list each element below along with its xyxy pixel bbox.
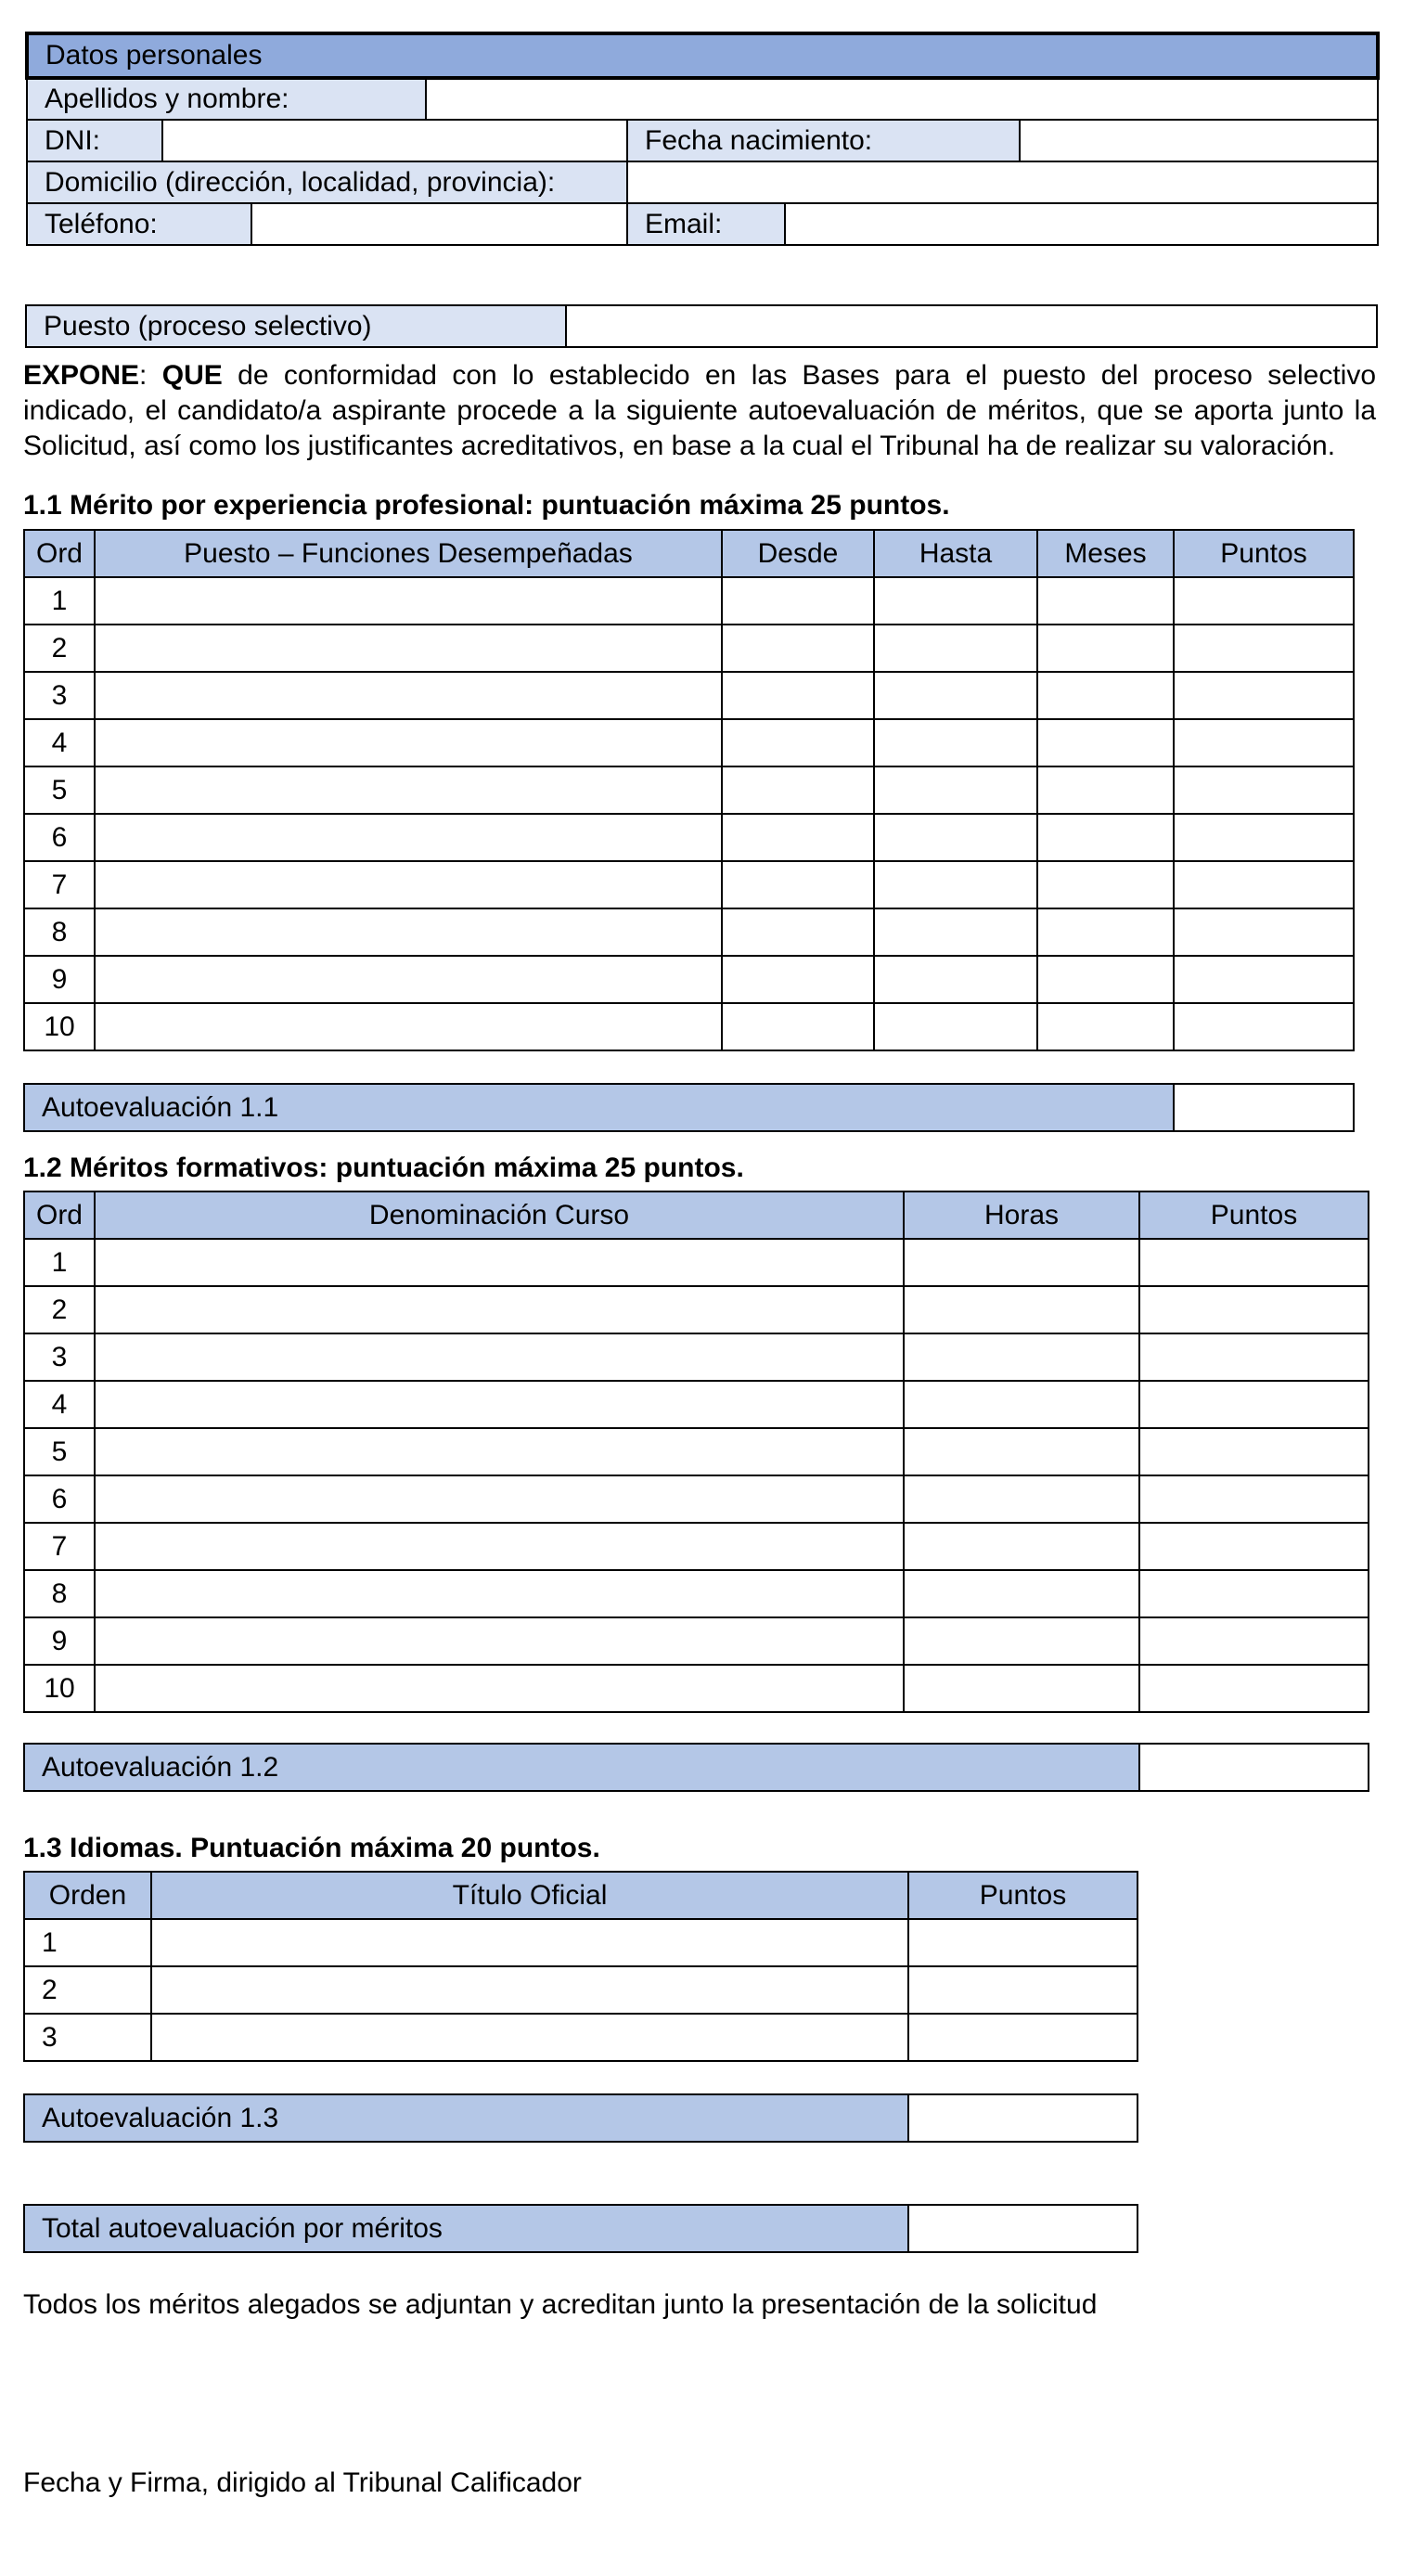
row-number: 1 bbox=[24, 577, 95, 625]
cell-puntos[interactable] bbox=[1139, 1239, 1369, 1286]
cell-puntos[interactable] bbox=[1139, 1617, 1369, 1665]
cell-meses[interactable] bbox=[1037, 672, 1174, 719]
col-hasta: Hasta bbox=[874, 530, 1037, 577]
table-header-row bbox=[24, 1191, 1369, 1239]
cell-puntos[interactable] bbox=[1139, 1665, 1369, 1712]
total-table bbox=[23, 2204, 1138, 2253]
cell-hasta[interactable] bbox=[874, 577, 1037, 625]
row-number: 1 bbox=[24, 1239, 95, 1286]
firma-text: Fecha y Firma, dirigido al Tribunal Calificador bbox=[23, 2467, 582, 2498]
section-1-2-title: 1.2 Méritos formativos: puntuación máxima 25 puntos. bbox=[23, 1153, 744, 1183]
cell-meses[interactable] bbox=[1037, 577, 1174, 625]
cell-puntos[interactable] bbox=[1139, 1475, 1369, 1523]
table-row bbox=[24, 766, 1354, 814]
cell-horas[interactable] bbox=[904, 1665, 1139, 1712]
expone-separator: : bbox=[139, 360, 162, 391]
cell-hasta[interactable] bbox=[874, 908, 1037, 956]
cell-meses[interactable] bbox=[1037, 1003, 1174, 1050]
cell-puntos[interactable] bbox=[1139, 1286, 1369, 1333]
col-orden: Orden bbox=[24, 1872, 151, 1919]
row-number: 2 bbox=[24, 1286, 95, 1333]
cell-titulo[interactable] bbox=[151, 1966, 908, 2014]
col-denominacion: Denominación Curso bbox=[95, 1191, 904, 1239]
cell-curso[interactable] bbox=[95, 1617, 904, 1665]
cell-desde[interactable] bbox=[722, 766, 874, 814]
cell-puntos[interactable] bbox=[1139, 1428, 1369, 1475]
row-number: 7 bbox=[24, 861, 95, 908]
cell-curso[interactable] bbox=[95, 1523, 904, 1570]
autoevaluacion-1-3-label: Autoevaluación 1.3 bbox=[24, 2094, 908, 2142]
table-row bbox=[24, 625, 1354, 672]
autoevaluacion-1-3-table bbox=[23, 2093, 1138, 2143]
cell-puesto[interactable] bbox=[95, 625, 722, 672]
cell-puntos[interactable] bbox=[1139, 1570, 1369, 1617]
apellidos-label: Apellidos y nombre: bbox=[27, 78, 426, 120]
cell-curso[interactable] bbox=[95, 1570, 904, 1617]
cell-puntos[interactable] bbox=[1174, 861, 1354, 908]
cell-curso[interactable] bbox=[95, 1286, 904, 1333]
col-horas: Horas bbox=[904, 1191, 1139, 1239]
cell-titulo[interactable] bbox=[151, 1919, 908, 1966]
cell-puntos[interactable] bbox=[1174, 719, 1354, 766]
cell-desde[interactable] bbox=[722, 956, 874, 1003]
autoevaluacion-1-3-field[interactable] bbox=[908, 2094, 1138, 2142]
cell-curso[interactable] bbox=[95, 1428, 904, 1475]
cell-meses[interactable] bbox=[1037, 814, 1174, 861]
cell-horas[interactable] bbox=[904, 1617, 1139, 1665]
table-header-row bbox=[24, 530, 1354, 577]
cell-puesto[interactable] bbox=[95, 766, 722, 814]
cell-puntos[interactable] bbox=[908, 1919, 1138, 1966]
cell-puntos[interactable] bbox=[1174, 766, 1354, 814]
cell-puntos[interactable] bbox=[1139, 1333, 1369, 1381]
cell-hasta[interactable] bbox=[874, 1003, 1037, 1050]
table-row bbox=[24, 2014, 1138, 2061]
dni-field[interactable] bbox=[162, 120, 627, 161]
table-row bbox=[24, 1239, 1369, 1286]
table-row bbox=[24, 1333, 1369, 1381]
cell-meses[interactable] bbox=[1037, 908, 1174, 956]
cell-puntos[interactable] bbox=[1174, 672, 1354, 719]
cell-desde[interactable] bbox=[722, 908, 874, 956]
cell-puesto[interactable] bbox=[95, 719, 722, 766]
cell-puntos[interactable] bbox=[908, 2014, 1138, 2061]
cell-hasta[interactable] bbox=[874, 719, 1037, 766]
cell-puntos[interactable] bbox=[1174, 814, 1354, 861]
que-keyword: QUE bbox=[161, 360, 223, 391]
row-number: 5 bbox=[24, 1428, 95, 1475]
row-number: 9 bbox=[24, 956, 95, 1003]
col-titulo: Título Oficial bbox=[151, 1872, 908, 1919]
table-row bbox=[24, 672, 1354, 719]
domicilio-label: Domicilio (dirección, localidad, provincia): bbox=[27, 161, 627, 203]
fecha-nacimiento-field[interactable] bbox=[1020, 120, 1378, 161]
table-row bbox=[24, 1617, 1369, 1665]
table-row bbox=[24, 1475, 1369, 1523]
row-number: 10 bbox=[24, 1003, 95, 1050]
table-row bbox=[24, 577, 1354, 625]
total-field[interactable] bbox=[908, 2205, 1138, 2252]
row-number: 8 bbox=[24, 908, 95, 956]
cell-curso[interactable] bbox=[95, 1665, 904, 1712]
cell-hasta[interactable] bbox=[874, 625, 1037, 672]
formativos-table bbox=[23, 1191, 1369, 1713]
cell-horas[interactable] bbox=[904, 1239, 1139, 1286]
dni-label: DNI: bbox=[27, 120, 162, 161]
cell-horas[interactable] bbox=[904, 1475, 1139, 1523]
table-row bbox=[24, 719, 1354, 766]
cell-hasta[interactable] bbox=[874, 766, 1037, 814]
cell-puntos[interactable] bbox=[1174, 956, 1354, 1003]
cell-puntos[interactable] bbox=[1174, 908, 1354, 956]
row-number: 6 bbox=[24, 814, 95, 861]
cell-desde[interactable] bbox=[722, 672, 874, 719]
cell-puntos[interactable] bbox=[1174, 625, 1354, 672]
table-header-row bbox=[24, 1872, 1138, 1919]
table-row bbox=[24, 1523, 1369, 1570]
autoevaluacion-1-1-field[interactable] bbox=[1174, 1084, 1354, 1131]
row-number: 3 bbox=[24, 1333, 95, 1381]
cell-meses[interactable] bbox=[1037, 956, 1174, 1003]
col-ord: Ord bbox=[24, 1191, 95, 1239]
cell-curso[interactable] bbox=[95, 1475, 904, 1523]
cell-horas[interactable] bbox=[904, 1523, 1139, 1570]
cell-horas[interactable] bbox=[904, 1286, 1139, 1333]
cell-horas[interactable] bbox=[904, 1333, 1139, 1381]
col-puesto: Puesto – Funciones Desempeñadas bbox=[95, 530, 722, 577]
row-number: 6 bbox=[24, 1475, 95, 1523]
experiencia-table bbox=[23, 529, 1355, 1051]
row-number: 4 bbox=[24, 719, 95, 766]
table-row bbox=[24, 1570, 1369, 1617]
cell-puesto[interactable] bbox=[95, 672, 722, 719]
table-row bbox=[24, 1428, 1369, 1475]
section-1-1-title: 1.1 Mérito por experiencia profesional: puntuación máxima 25 puntos. bbox=[23, 490, 950, 521]
cell-puntos[interactable] bbox=[1174, 1003, 1354, 1050]
cell-puesto[interactable] bbox=[95, 814, 722, 861]
col-desde: Desde bbox=[722, 530, 874, 577]
row-number: 1 bbox=[24, 1919, 151, 1966]
cell-puntos[interactable] bbox=[1139, 1523, 1369, 1570]
cell-horas[interactable] bbox=[904, 1570, 1139, 1617]
cell-puesto[interactable] bbox=[95, 956, 722, 1003]
expone-keyword: EXPONE bbox=[23, 360, 140, 391]
cell-horas[interactable] bbox=[904, 1381, 1139, 1428]
cell-hasta[interactable] bbox=[874, 814, 1037, 861]
puesto-table bbox=[25, 304, 1378, 348]
col-meses: Meses bbox=[1037, 530, 1174, 577]
total-label: Total autoevaluación por méritos bbox=[24, 2205, 908, 2252]
cell-meses[interactable] bbox=[1037, 719, 1174, 766]
col-ord: Ord bbox=[24, 530, 95, 577]
row-number: 10 bbox=[24, 1665, 95, 1712]
datos-personales-table bbox=[25, 32, 1380, 246]
cell-curso[interactable] bbox=[95, 1333, 904, 1381]
telefono-field[interactable] bbox=[251, 203, 627, 245]
cell-meses[interactable] bbox=[1037, 625, 1174, 672]
table-row bbox=[24, 1286, 1369, 1333]
cell-puesto[interactable] bbox=[95, 1003, 722, 1050]
row-number: 2 bbox=[24, 1966, 151, 2014]
table-row bbox=[24, 1003, 1354, 1050]
cell-hasta[interactable] bbox=[874, 861, 1037, 908]
autoevaluacion-1-2-label: Autoevaluación 1.2 bbox=[24, 1744, 1139, 1791]
row-number: 5 bbox=[24, 766, 95, 814]
puesto-label: Puesto (proceso selectivo) bbox=[26, 305, 566, 347]
row-number: 4 bbox=[24, 1381, 95, 1428]
email-field[interactable] bbox=[785, 203, 1378, 245]
cell-desde[interactable] bbox=[722, 577, 874, 625]
col-puntos: Puntos bbox=[1139, 1191, 1369, 1239]
table-row bbox=[24, 1665, 1369, 1712]
cell-puesto[interactable] bbox=[95, 577, 722, 625]
table-row bbox=[24, 1381, 1369, 1428]
col-puntos: Puntos bbox=[908, 1872, 1138, 1919]
expone-text: de conformidad con lo establecido en las Bases para el puesto del proceso selectivo indicado, el candidato/a aspirante procede a la siguiente autoevaluación de méritos, que se aporta junto la Solicitud, así como los justificantes acreditativos, en base a la cual el Tribunal ha de realizar su valoración. bbox=[23, 360, 1377, 461]
table-row bbox=[24, 956, 1354, 1003]
section-1-3-title: 1.3 Idiomas. Puntuación máxima 20 puntos. bbox=[23, 1833, 600, 1863]
cell-meses[interactable] bbox=[1037, 766, 1174, 814]
puesto-field[interactable] bbox=[566, 305, 1377, 347]
table-row bbox=[24, 1966, 1138, 2014]
cell-puesto[interactable] bbox=[95, 908, 722, 956]
row-number: 2 bbox=[24, 625, 95, 672]
cell-curso[interactable] bbox=[95, 1239, 904, 1286]
row-number: 3 bbox=[24, 2014, 151, 2061]
idiomas-table bbox=[23, 1871, 1138, 2062]
cell-meses[interactable] bbox=[1037, 861, 1174, 908]
cell-desde[interactable] bbox=[722, 1003, 874, 1050]
table-row bbox=[24, 1919, 1138, 1966]
cell-hasta[interactable] bbox=[874, 956, 1037, 1003]
domicilio-field[interactable] bbox=[627, 161, 1378, 203]
telefono-label: Teléfono: bbox=[27, 203, 251, 245]
cell-desde[interactable] bbox=[722, 625, 874, 672]
autoevaluacion-1-1-label: Autoevaluación 1.1 bbox=[24, 1084, 1174, 1131]
table-row bbox=[24, 861, 1354, 908]
apellidos-field[interactable] bbox=[426, 78, 1378, 120]
row-number: 9 bbox=[24, 1617, 95, 1665]
table-row bbox=[24, 908, 1354, 956]
cell-puntos[interactable] bbox=[908, 1966, 1138, 2014]
cell-puntos[interactable] bbox=[1174, 577, 1354, 625]
col-puntos: Puntos bbox=[1174, 530, 1354, 577]
row-number: 7 bbox=[24, 1523, 95, 1570]
nota-text: Todos los méritos alegados se adjuntan y acreditan junto la presentación de la solicitud bbox=[23, 2289, 1098, 2320]
table-row bbox=[24, 814, 1354, 861]
cell-titulo[interactable] bbox=[151, 2014, 908, 2061]
autoevaluacion-1-1-table bbox=[23, 1083, 1355, 1132]
cell-desde[interactable] bbox=[722, 719, 874, 766]
row-number: 3 bbox=[24, 672, 95, 719]
cell-horas[interactable] bbox=[904, 1428, 1139, 1475]
cell-puntos[interactable] bbox=[1139, 1381, 1369, 1428]
cell-puesto[interactable] bbox=[95, 861, 722, 908]
fecha-nacimiento-label: Fecha nacimiento: bbox=[627, 120, 1020, 161]
cell-desde[interactable] bbox=[722, 814, 874, 861]
row-number: 8 bbox=[24, 1570, 95, 1617]
email-label: Email: bbox=[627, 203, 785, 245]
cell-curso[interactable] bbox=[95, 1381, 904, 1428]
cell-desde[interactable] bbox=[722, 861, 874, 908]
expone-paragraph bbox=[23, 358, 1376, 464]
datos-personales-title: Datos personales bbox=[27, 33, 1378, 78]
cell-hasta[interactable] bbox=[874, 672, 1037, 719]
autoevaluacion-1-2-table bbox=[23, 1743, 1369, 1792]
autoevaluacion-1-2-field[interactable] bbox=[1139, 1744, 1369, 1791]
